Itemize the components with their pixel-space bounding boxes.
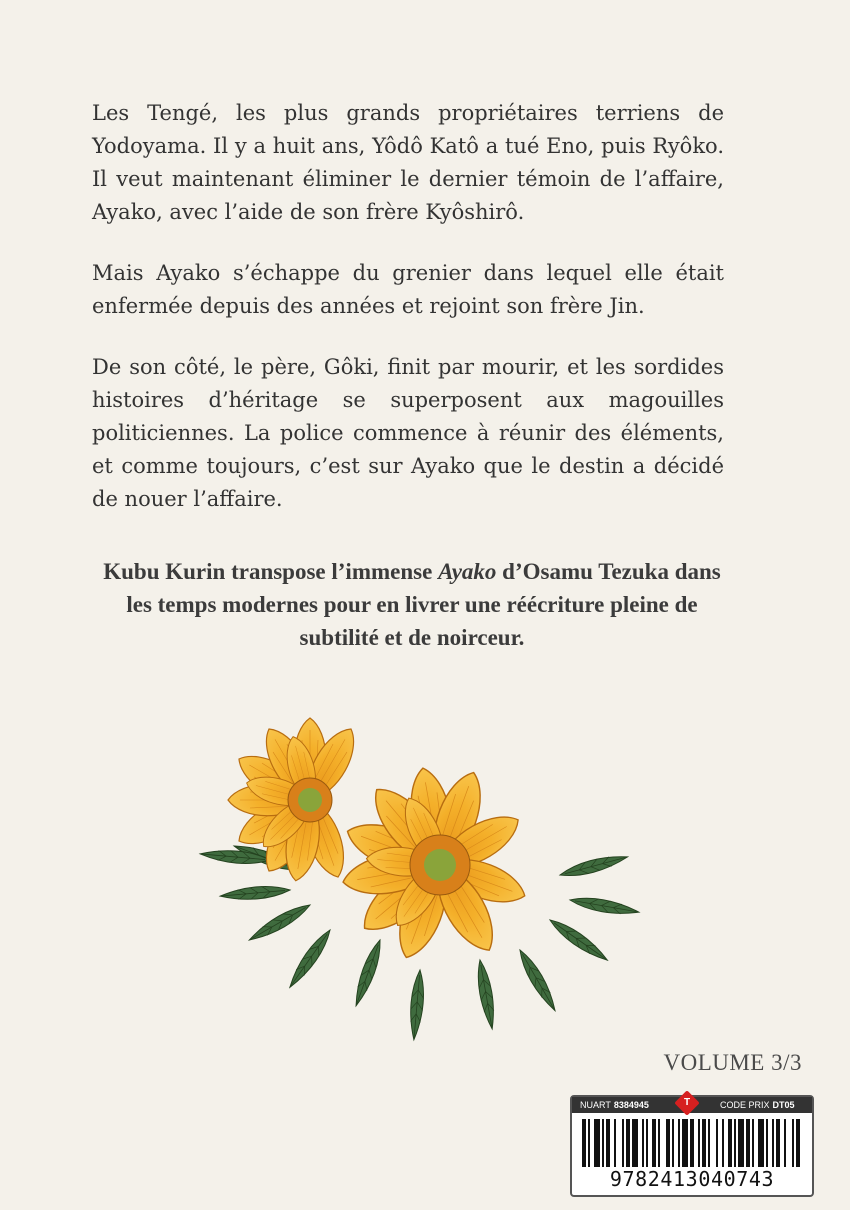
barcode-bar (582, 1119, 586, 1167)
synopsis-paragraph-1: Les Tengé, les plus grands propriétaires terriens de Yodoyama. Il y a huit ans, Yôdô Katô a tué Eno, puis Ryôko. Il veut maintenant éliminer le dernier témoin de l’affaire, Ayako, avec l’aide de son frère Kyôshirô. (92, 101, 724, 224)
barcode-bar (784, 1119, 786, 1167)
barcode-bar (672, 1119, 674, 1167)
volume-label: VOLUME 3/3 (663, 1050, 802, 1075)
publisher-logo-icon (674, 1090, 699, 1115)
barcode-bar (766, 1119, 768, 1167)
barcode-bar (678, 1119, 680, 1167)
flower-illustration (150, 690, 680, 1050)
barcode-bar (746, 1119, 750, 1167)
barcode-bar (728, 1119, 732, 1167)
barcode-bar (614, 1119, 616, 1167)
barcode-bar (792, 1119, 794, 1167)
barcode-bar (776, 1119, 780, 1167)
barcode-bar (734, 1119, 736, 1167)
barcode-bar (690, 1119, 694, 1167)
synopsis-paragraph-3: De son côté, le père, Gôki, finit par mourir, et les sordides histoires d’héritage se superposent aux magouilles politiciennes. La police commence à réunir des éléments, et comme toujours, c’est sur Ayako que le destin a décidé de nouer l’affaire. (92, 355, 724, 511)
barcode-header (572, 1097, 812, 1113)
blurb-title: Ayako (438, 559, 497, 584)
barcode-bar (738, 1119, 744, 1167)
barcode-bar (622, 1119, 624, 1167)
barcode-bar (796, 1119, 800, 1167)
barcode-bars (582, 1119, 802, 1167)
barcode-bar (758, 1119, 764, 1167)
synopsis (92, 97, 724, 544)
barcode-bar (772, 1119, 774, 1167)
barcode-bar (658, 1119, 660, 1167)
barcode-bar (716, 1119, 718, 1167)
blurb-after: d’Osamu Tezuka dans les temps modernes pour en livrer une réécriture pleine de subtilité et de noirceur. (126, 559, 721, 650)
barcode-bar (606, 1119, 610, 1167)
barcode-bar (632, 1119, 638, 1167)
barcode-bar (722, 1119, 724, 1167)
barcode-bar (708, 1119, 710, 1167)
nuart-label (580, 1097, 649, 1113)
barcode-bar (682, 1119, 688, 1167)
barcode-bar (594, 1119, 600, 1167)
price-code-value: DT05 (772, 1100, 795, 1110)
barcode-bar (702, 1119, 706, 1167)
flower-front (340, 765, 531, 964)
barcode-panel (570, 1095, 814, 1197)
publisher-logo-letter: T (683, 1097, 691, 1108)
isbn-digits: 9782413040743 (609, 1167, 775, 1191)
barcode-bar (646, 1119, 648, 1167)
barcode-bar (652, 1119, 656, 1167)
barcode-bar (626, 1119, 630, 1167)
barcode-bar (666, 1119, 670, 1167)
barcode-bar (752, 1119, 754, 1167)
blurb-before: Kubu Kurin transpose l’immense (103, 559, 439, 584)
blurb (92, 555, 732, 654)
synopsis-paragraph-2: Mais Ayako s’échappe du grenier dans lequel elle était enfermée depuis des années et rejoint son frère Jin. (92, 261, 724, 318)
barcode-bar (602, 1119, 604, 1167)
price-code-label-text: CODE PRIX (720, 1100, 770, 1110)
nuart-label-text: NUART (580, 1100, 611, 1110)
barcode-bar (588, 1119, 590, 1167)
nuart-value: 8384945 (613, 1100, 649, 1110)
barcode-bar (642, 1119, 644, 1167)
barcode-bar (698, 1119, 700, 1167)
price-code-label (720, 1097, 795, 1113)
